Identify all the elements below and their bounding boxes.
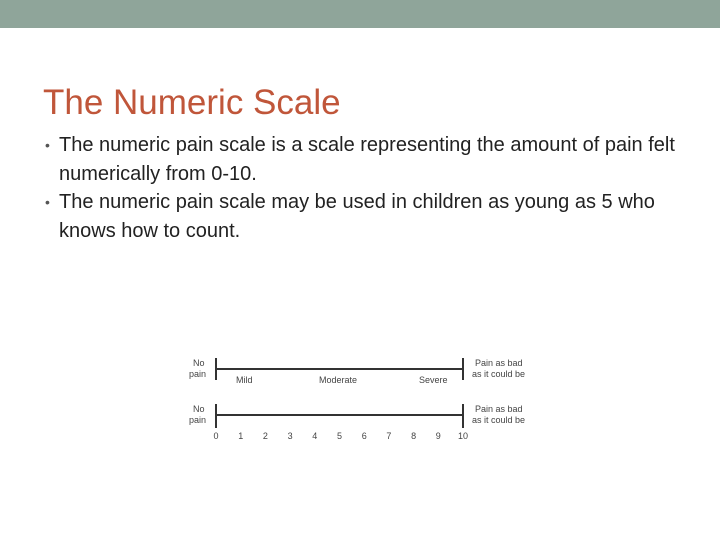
scale2-left-end-tick [215,404,217,428]
scale1-axis-line [215,368,463,370]
bullet-text: The numeric pain scale may be used in children as young as 5 who knows how to count. [59,191,655,242]
scale1-category-mild: Mild [236,375,253,385]
scale2-tick-5: 5 [337,431,343,441]
scale2-tick-3: 3 [287,431,293,441]
scale2-tick-4: 4 [312,431,318,441]
scale1-left-label-line2: pain [189,369,207,379]
scale2-tick-9: 9 [435,431,441,441]
scale2-right-end-tick [462,404,464,428]
scale2-right-label-line2: as it could be [472,415,526,425]
slide-title: The Numeric Scale [43,83,341,123]
pain-scale-figure [185,348,545,448]
scale1-right-end-tick [462,358,464,380]
scale2-tick-8: 8 [411,431,417,441]
scale1-category-moderate: Moderate [319,375,358,385]
scale2-left-label-line1: No [193,404,205,414]
scale2-tick-0: 0 [213,431,219,441]
bullet-list [45,131,685,245]
scale1-right-label-line1: Pain as bad [475,358,523,368]
bullet-item [45,131,685,188]
scale2-tick-7: 7 [386,431,392,441]
header-bar [0,0,720,28]
scale1-left-label-line1: No [193,358,205,368]
bullet-text: The numeric pain scale is a scale representing the amount of pain felt numerically from 0-10. [59,134,675,185]
scale2-axis-line [215,414,463,416]
bullet-item [45,188,685,245]
bullet-marker: • [45,194,50,210]
scale2-right-label-line1: Pain as bad [475,404,523,414]
scale2-left-label-line2: pain [189,415,207,425]
scale2-tick-6: 6 [361,431,367,441]
scale1-category-severe: Severe [419,375,448,385]
bullet-marker: • [45,137,50,153]
scale2-tick-1: 1 [238,431,244,441]
scale2-tick-2: 2 [262,431,268,441]
scale2-tick-10: 10 [458,431,469,441]
scale1-right-label-line2: as it could be [472,369,526,379]
